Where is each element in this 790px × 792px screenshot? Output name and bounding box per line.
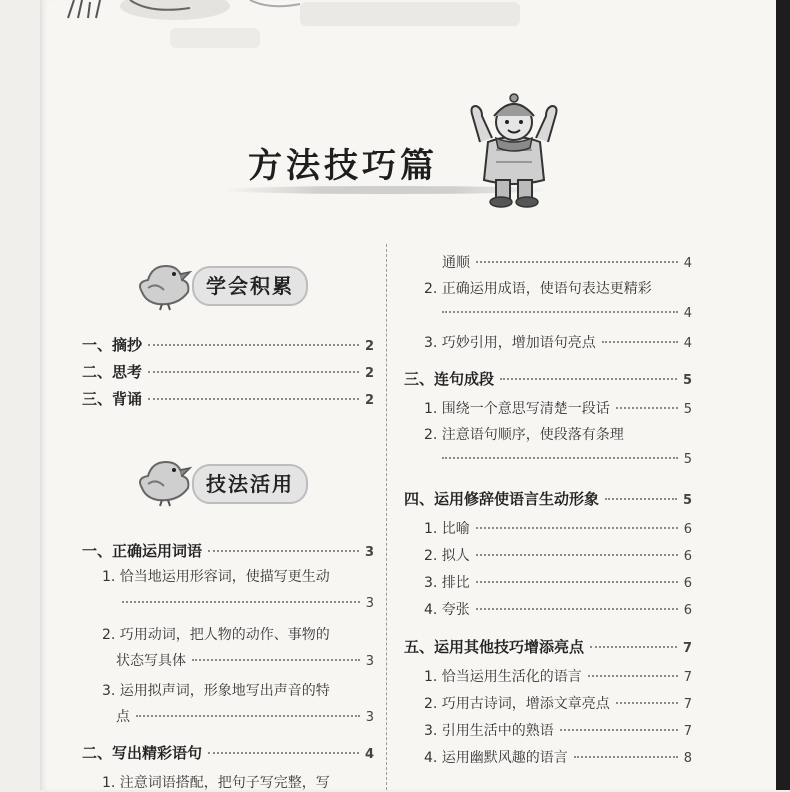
toc-entry[interactable]: 3. 引用生活中的熟语 7 [424,723,692,739]
toc-entry[interactable]: 二、思考 2 [82,363,374,381]
toc-entry-text[interactable]: 3. 运用拟声词，形象地写出声音的特 [102,683,330,699]
toc-entry[interactable]: 三、背诵 2 [82,390,374,408]
toc-entry[interactable]: 1. 围绕一个意思写清楚一段话 5 [424,401,692,417]
toc-entry-text[interactable]: 2. 巧用动词，把人物的动作、事物的 [102,627,330,643]
toc-entry[interactable]: 二、写出精彩语句 4 [82,744,374,762]
bird-icon [134,448,194,508]
toc-entry[interactable]: 4. 运用幽默风趣的语言 8 [424,750,692,766]
toc-entry[interactable]: 状态写具体 3 [116,653,374,669]
toc-entry[interactable]: 3 [116,596,374,611]
header-decoration-icon [0,0,790,60]
toc-entry[interactable]: 三、连句成段 5 [404,370,692,388]
toc-entry-text[interactable]: 1. 恰当地运用形容词，使描写更生动 [102,569,330,585]
toc-entry[interactable]: 4 [436,306,692,321]
page-title: 方法技巧篇 [248,146,438,186]
toc-entry[interactable]: 2. 拟人 6 [424,548,692,564]
toc-entry[interactable]: 一、摘抄 2 [82,336,374,354]
toc-entry[interactable]: 5 [436,452,692,467]
toc-entry[interactable]: 一、正确运用词语 3 [82,542,374,560]
toc-entry[interactable]: 4. 夸张 6 [424,602,692,618]
toc-entry[interactable]: 点 3 [116,709,374,725]
toc-entry-text[interactable]: 2. 正确运用成语，使语句表达更精彩 [424,281,652,297]
bird-icon [134,252,194,312]
toc-entry-text[interactable]: 1. 注意词语搭配，把句子写完整，写 [102,775,330,791]
mascot-boy-icon [466,92,562,210]
toc-entry[interactable]: 通顺 4 [442,255,692,271]
toc-entry[interactable]: 1. 恰当运用生活化的语言 7 [424,669,692,685]
toc-entry-text[interactable]: 2. 注意语句顺序，使段落有条理 [424,427,624,443]
page-edge-shadow [776,0,790,790]
toc-entry[interactable]: 3. 排比 6 [424,575,692,591]
section-badge-technique: 技法活用 [192,464,308,504]
toc-entry[interactable]: 五、运用其他技巧增添亮点 7 [404,638,692,656]
toc-entry[interactable]: 2. 巧用古诗词，增添文章亮点 7 [424,696,692,712]
toc-entry[interactable]: 四、运用修辞使语言生动形象 5 [404,490,692,508]
toc-entry[interactable]: 3. 巧妙引用，增加语句亮点 4 [424,335,692,351]
column-divider [386,244,387,790]
toc-entry[interactable]: 1. 比喻 6 [424,521,692,537]
section-badge-accumulate: 学会积累 [192,266,308,306]
